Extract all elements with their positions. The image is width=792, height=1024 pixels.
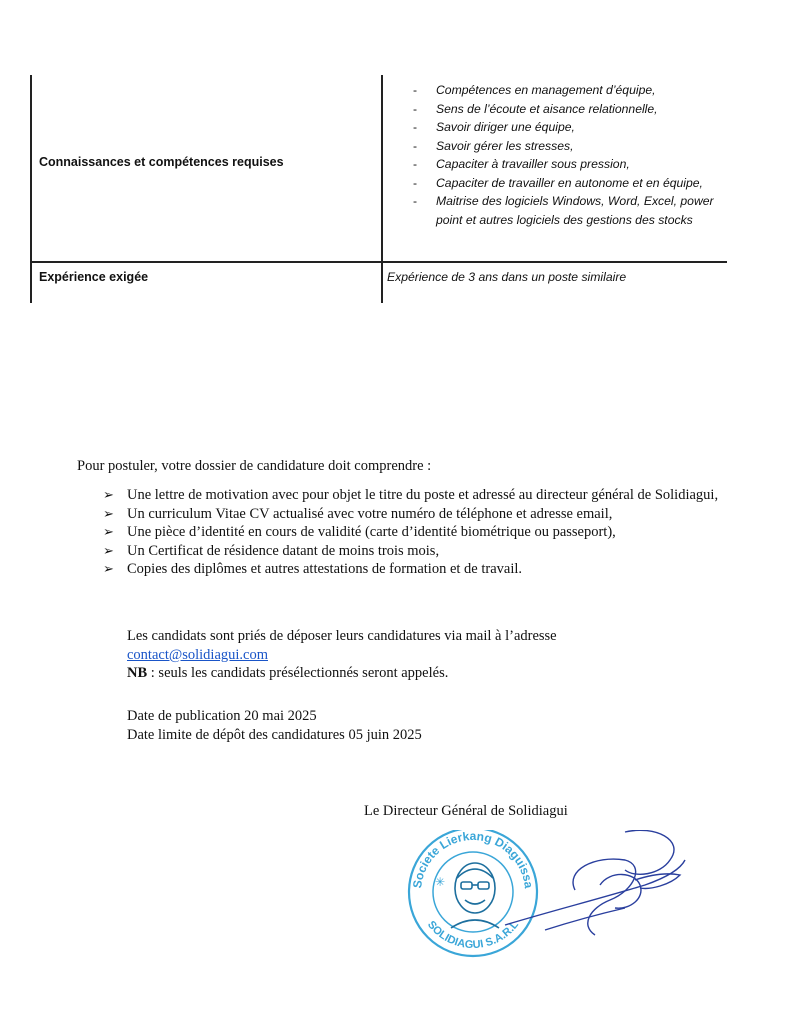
arrow-bullet-icon: ➢	[103, 505, 114, 521]
svg-text:✳: ✳	[435, 875, 446, 889]
skill-item: - Compétences en management d’équipe,	[413, 83, 656, 97]
arrow-bullet-icon: ➢	[103, 542, 114, 558]
svg-text:Societe Lierkang Diaguissa	[410, 830, 536, 889]
application-intro: Pour postuler, votre dossier de candidature doit comprendre :	[77, 458, 432, 474]
skills-list	[395, 81, 725, 229]
skill-item: - Savoir gérer les stresses,	[413, 138, 574, 153]
nb-label: NB	[127, 665, 148, 681]
dates-paragraph	[127, 707, 422, 744]
skill-item: - Sens de l’écoute et aisance relationnelle,	[413, 101, 658, 116]
publication-date: Date de publication 20 mai 2025	[127, 708, 317, 724]
stamp-top-text: Societe Lierkang Diaguissa	[410, 830, 536, 890]
contact-email-link[interactable]: contact@solidiagui.com	[127, 646, 268, 663]
requirements-table	[30, 75, 727, 303]
arrow-bullet-icon: ➢	[103, 561, 114, 576]
stamp-and-signature	[395, 830, 695, 965]
skill-item: - Capaciter de travailler en autonome et en équipe,	[413, 175, 703, 190]
arrow-bullet-icon: ➢	[103, 524, 114, 539]
experience-value: Expérience de 3 ans dans un poste similaire	[387, 270, 627, 284]
document-item: ➢ Copies des diplômes et autres attestations de formation et de travail.	[103, 561, 523, 577]
table-row-divider	[30, 261, 727, 263]
submission-text: Les candidats sont priés de déposer leurs candidatures via mail à l’adresse	[127, 628, 557, 644]
document-item: ➢ Un curriculum Vitae CV actualisé avec votre numéro de téléphone et adresse email,	[103, 505, 613, 522]
nb-note	[127, 664, 647, 683]
skill-item: - Maitrise des logiciels Windows, Word, Excel, power point et autres logiciels des gestions des stocks	[413, 194, 714, 227]
nb-text: : seuls les candidats présélectionnés seront appelés.	[147, 665, 449, 681]
arrow-bullet-icon: ➢	[103, 487, 114, 502]
signatory-title: Le Directeur Général de Solidiagui	[364, 803, 568, 819]
experience-label: Expérience exigée	[39, 270, 149, 284]
table-column-divider	[381, 75, 383, 303]
submission-paragraph	[127, 627, 647, 683]
required-documents-list	[103, 486, 723, 579]
table-border-left	[30, 75, 32, 303]
document-item: ➢ Un Certificat de résidence datant de moins trois mois,	[103, 542, 440, 559]
company-stamp-icon	[395, 830, 695, 965]
document-item: ➢ Une lettre de motivation avec pour objet le titre du poste et adressé au directeur général de Solidiagui,	[103, 487, 719, 503]
document-item: ➢ Une pièce d’identité en cours de validité (carte d’identité biométrique ou passeport),	[103, 524, 616, 540]
stamp-bottom-text: SOLIDIAGUI S.A.R.L	[424, 918, 522, 952]
deadline-date: Date limite de dépôt des candidatures 05 juin 2025	[127, 726, 422, 743]
skill-item: - Savoir diriger une équipe,	[413, 120, 575, 134]
skill-item: - Capaciter à travailler sous pression,	[413, 157, 630, 171]
skills-label: Connaissances et compétences requises	[39, 155, 284, 169]
